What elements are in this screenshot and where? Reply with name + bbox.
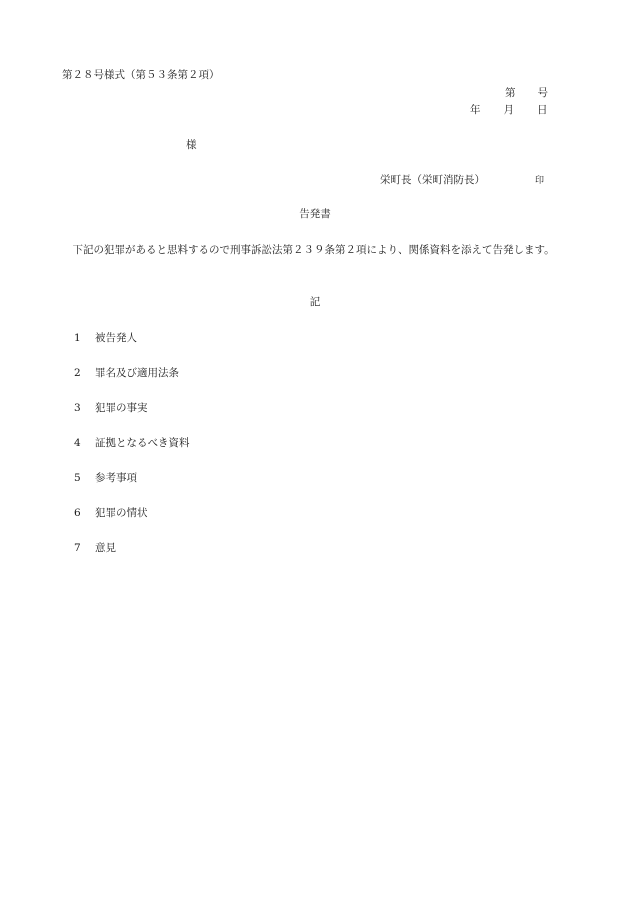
seal-mark: 印 xyxy=(535,176,545,186)
item-label: 犯罪の情状 xyxy=(95,507,148,519)
form-number: 第２８号様式（第５３条第２項） xyxy=(62,69,220,81)
list-item xyxy=(74,471,137,487)
list-item xyxy=(74,541,116,557)
document-title: 告発書 xyxy=(299,208,331,220)
date-year-label: 年 xyxy=(470,104,481,116)
list-item xyxy=(74,436,190,452)
number-label-go: 号 xyxy=(537,87,548,99)
item-label: 参考事項 xyxy=(95,472,137,484)
item-label: 証拠となるべき資料 xyxy=(95,437,190,449)
item-number: 6 xyxy=(74,507,81,519)
item-number: 7 xyxy=(74,542,81,554)
ki-heading: 記 xyxy=(309,296,321,308)
item-number: 3 xyxy=(74,402,81,414)
document-body: 下記の犯罪があると思料するので刑事訴訟法第２３９条第２項により、関係資料を添えて告発します。 xyxy=(72,244,555,256)
list-item xyxy=(74,401,148,417)
sender-line xyxy=(380,173,544,189)
sender-name: 栄町長（栄町消防長） xyxy=(380,174,485,186)
item-label: 罪名及び適用法条 xyxy=(95,367,179,379)
list-item xyxy=(74,366,179,382)
item-number: 2 xyxy=(74,367,81,379)
date-day-label: 日 xyxy=(537,104,548,116)
item-label: 犯罪の事実 xyxy=(95,402,148,414)
list-item xyxy=(74,331,137,347)
item-label: 被告発人 xyxy=(95,332,137,344)
item-label: 意見 xyxy=(95,542,116,554)
item-number: 1 xyxy=(74,332,81,344)
date-line xyxy=(470,103,548,119)
document-number-line xyxy=(505,86,548,102)
addressee-honorific: 様 xyxy=(186,139,197,151)
date-month-label: 月 xyxy=(503,104,514,116)
item-number: 5 xyxy=(74,472,81,484)
number-label-dai: 第 xyxy=(505,87,516,99)
item-number: 4 xyxy=(74,437,81,449)
list-item xyxy=(74,506,148,522)
